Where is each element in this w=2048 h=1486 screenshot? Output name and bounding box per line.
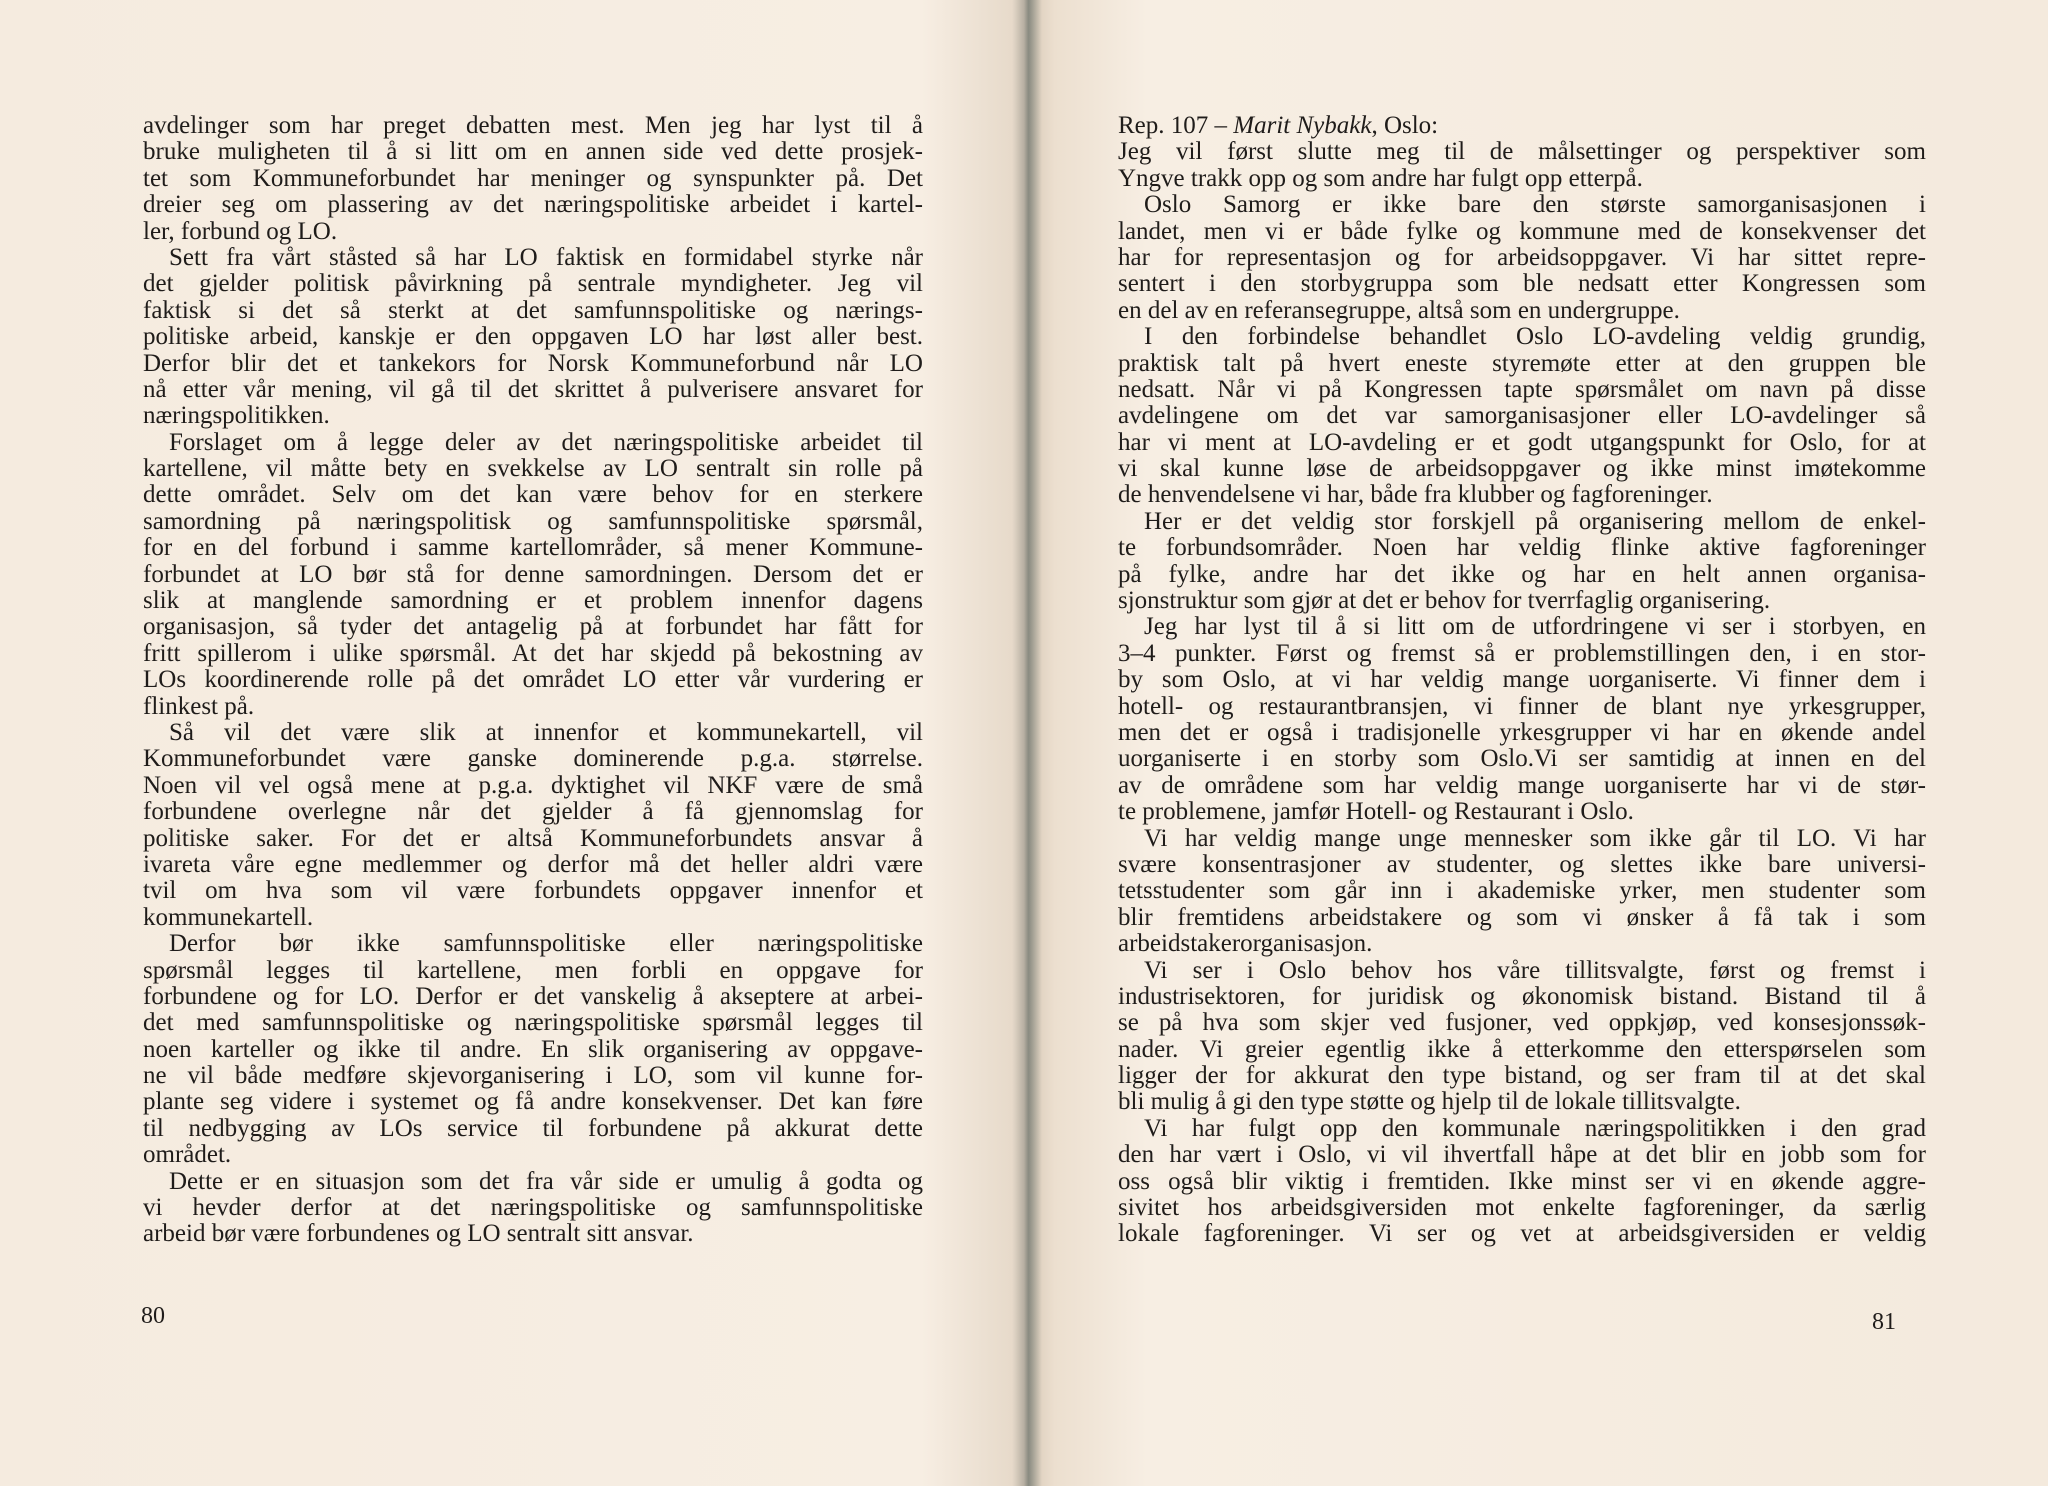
text-line: blir fremtidens arbeidstakere og som vi ønsker å få tak i som bbox=[1118, 903, 1926, 931]
text-line: av de områdene som har veldig mange uorganiserte har vi de stør- bbox=[1118, 771, 1926, 799]
text-line: politiske saker. For det er altså Kommuneforbundets ansvar å bbox=[143, 824, 923, 852]
right-page-body-text bbox=[1118, 113, 1926, 1248]
text-line: landet, men vi er både fylke og kommune med de konsekvenser det bbox=[1118, 217, 1926, 245]
text-line: organisasjon, så tyder det antagelig på at forbundet har fått for bbox=[143, 613, 923, 641]
right-page bbox=[1024, 0, 2048, 1486]
text-line: Forslaget om å legge deler av det næringspolitiske arbeidet til bbox=[169, 428, 923, 456]
text-line: svære konsentrasjoner av studenter, og slettes ikke bare universi- bbox=[1118, 850, 1926, 878]
text-line: forbundene og for LO. Derfor er det vanskelig å akseptere at arbei- bbox=[143, 982, 923, 1010]
text-line: ne vil både medføre skjevorganisering i LO, som vil kunne for- bbox=[143, 1062, 923, 1090]
left-page-body-text bbox=[143, 113, 923, 1248]
text-line: de henvendelsene vi har, både fra klubber og fagforeninger. bbox=[1118, 481, 1713, 509]
text-line: kommunekartell. bbox=[143, 903, 314, 931]
text-line: Kommuneforbundet være ganske dominerende p.g.a. størrelse. bbox=[143, 745, 923, 773]
text-line: tet som Kommuneforbundet har meninger og synspunkter på. Det bbox=[143, 164, 923, 192]
speaker-heading bbox=[1118, 113, 1926, 139]
text-line: ler, forbund og LO. bbox=[143, 217, 338, 245]
text-line: kartellene, vil måtte bety en svekkelse av LO sentralt sin rolle på bbox=[143, 455, 923, 483]
text-line: politiske arbeid, kanskje er den oppgaven LO har løst aller best. bbox=[143, 323, 923, 351]
text-line: se på hva som skjer ved fusjoner, ved oppkjøp, ved konsesjonssøk- bbox=[1118, 1009, 1926, 1037]
text-line: te forbundsområder. Noen har veldig flinke aktive fagforeninger bbox=[1118, 534, 1926, 562]
text-line: nedsatt. Når vi på Kongressen tapte spørsmålet om navn på disse bbox=[1118, 375, 1926, 403]
text-line: fritt spillerom i ulike spørsmål. At det har skjedd på bekostning av bbox=[143, 639, 923, 667]
text-line: men det er også i tradisjonelle yrkesgrupper vi har en økende andel bbox=[1118, 718, 1926, 746]
speaker-name: Marit Nybakk bbox=[1233, 112, 1372, 139]
text-line: Jeg vil først slutte meg til de målsettinger og perspektiver som bbox=[1118, 138, 1926, 166]
text-line: by som Oslo, at vi har veldig mange uorganiserte. Vi finner dem i bbox=[1118, 666, 1926, 694]
text-line: vi hevder derfor at det næringspolitiske og samfunnspolitiske bbox=[143, 1194, 923, 1222]
text-line: Noen vil vel også mene at p.g.a. dyktighet vil NKF være de små bbox=[143, 771, 923, 799]
text-line: sentert i den storbygruppa som ble nedsatt etter Kongressen som bbox=[1118, 270, 1926, 298]
text-line: nå etter vår mening, vil gå til det skrittet å pulverisere ansvaret for bbox=[143, 375, 923, 403]
text-line: det med samfunnspolitiske og næringspolitiske spørsmål legges til bbox=[143, 1009, 923, 1037]
text-line: sivitet hos arbeidsgiversiden mot enkelte fagforeninger, da særlig bbox=[1118, 1194, 1926, 1222]
text-line: Derfor blir det et tankekors for Norsk Kommuneforbund når LO bbox=[143, 349, 923, 377]
text-line: Her er det veldig stor forskjell på organisering mellom de enkel- bbox=[1144, 507, 1926, 535]
text-line: faktisk si det så sterkt at det samfunnspolitiske og nærings- bbox=[143, 296, 923, 324]
text-line: 3–4 punkter. Først og fremst så er problemstillingen den, i en stor- bbox=[1118, 639, 1926, 667]
text-line: for en del forbund i samme kartellområder, så mener Kommune- bbox=[143, 534, 923, 562]
text-line: flinkest på. bbox=[143, 692, 255, 720]
text-line: Dette er en situasjon som det fra vår side er umulig å godta og bbox=[169, 1167, 923, 1195]
text-line: Vi ser i Oslo behov hos våre tillitsvalgte, først og fremst i bbox=[1144, 956, 1926, 984]
text-line: Jeg har lyst til å si litt om de utfordringene vi ser i storbyen, en bbox=[1144, 613, 1926, 641]
text-line: oss også blir viktig i fremtiden. Ikke minst ser vi en økende aggre- bbox=[1118, 1167, 1926, 1195]
text-line: det gjelder politisk påvirkning på sentrale myndigheter. Jeg vil bbox=[143, 270, 923, 298]
text-line: har vi ment at LO-avdeling er et godt utgangspunkt for Oslo, for at bbox=[1118, 428, 1926, 456]
text-line: arbeid bør være forbundenes og LO sentralt sitt ansvar. bbox=[143, 1220, 694, 1248]
text-line: til nedbygging av LOs service til forbundene på akkurat dette bbox=[143, 1114, 923, 1142]
text-line: noen karteller og ikke til andre. En slik organisering av oppgave- bbox=[143, 1035, 923, 1063]
text-line: Så vil det være slik at innenfor et kommunekartell, vil bbox=[169, 718, 923, 746]
text-line: uorganiserte i en storby som Oslo.Vi ser samtidig at innen en del bbox=[1118, 745, 1926, 773]
text-line: forbundene overlegne når det gjelder å få gjennomslag for bbox=[143, 798, 923, 826]
speaker-suffix: , Oslo: bbox=[1371, 112, 1439, 139]
text-line: Sett fra vårt ståsted så har LO faktisk en formidabel styrke når bbox=[169, 243, 923, 271]
text-line: bruke muligheten til å si litt om en annen side ved dette prosjek- bbox=[143, 138, 923, 166]
text-line: praktisk talt på hvert eneste styremøte etter at den gruppen ble bbox=[1118, 349, 1926, 377]
text-line: hotell- og restaurantbransjen, vi finner de blant nye yrkesgrupper, bbox=[1118, 692, 1926, 720]
text-line: har for representasjon og for arbeidsoppgaver. Vi har sittet repre- bbox=[1118, 243, 1926, 271]
text-line: Derfor bør ikke samfunnspolitiske eller næringspolitiske bbox=[169, 930, 923, 958]
text-line: på fylke, andre har det ikke og har en helt annen organisa- bbox=[1118, 560, 1926, 588]
text-line: forbundet at LO bør stå for denne samordningen. Dersom det er bbox=[143, 560, 923, 588]
text-line: ivareta våre egne medlemmer og derfor må det heller aldri være bbox=[143, 850, 923, 878]
text-line: Oslo Samorg er ikke bare den største samorganisasjonen i bbox=[1144, 191, 1926, 219]
text-line: en del av en referansegruppe, altså som en undergruppe. bbox=[1118, 296, 1680, 324]
text-line: Vi har veldig mange unge mennesker som ikke går til LO. Vi har bbox=[1144, 824, 1926, 852]
text-line: nader. Vi greier egentlig ikke å etterkomme den etterspørselen som bbox=[1118, 1035, 1926, 1063]
right-page-number: 81 bbox=[1872, 1309, 1896, 1335]
text-line: tvil om hva som vil være forbundets oppgaver innenfor et bbox=[143, 877, 923, 905]
text-line: Yngve trakk opp og som andre har fulgt opp etterpå. bbox=[1118, 164, 1643, 192]
text-line: samordning på næringspolitisk og samfunnspolitiske spørsmål, bbox=[143, 507, 923, 535]
text-line: spørsmål legges til kartellene, men forbli en oppgave for bbox=[143, 956, 923, 984]
text-line: avdelinger som har preget debatten mest. Men jeg har lyst til å bbox=[143, 112, 923, 139]
text-line: sjonstruktur som gjør at det er behov for tverrfaglig organisering. bbox=[1118, 587, 1771, 615]
text-line: området. bbox=[143, 1141, 232, 1169]
text-line: bli mulig å gi den type støtte og hjelp til de lokale tillitsvalgte. bbox=[1118, 1088, 1741, 1116]
text-line: I den forbindelse behandlet Oslo LO-avdeling veldig grundig, bbox=[1144, 323, 1926, 351]
text-line: industrisektoren, for juridisk og økonomisk bistand. Bistand til å bbox=[1118, 982, 1926, 1010]
text-line: vi skal kunne løse de arbeidsoppgaver og ikke minst imøtekomme bbox=[1118, 455, 1926, 483]
text-line: dreier seg om plassering av det næringspolitiske arbeidet i kartel- bbox=[143, 191, 923, 219]
left-page-number: 80 bbox=[141, 1303, 165, 1329]
text-line: slik at manglende samordning er et problem innenfor dagens bbox=[143, 587, 923, 615]
text-line: LOs koordinerende rolle på det området LO etter vår vurdering er bbox=[143, 666, 923, 694]
text-line: Vi har fulgt opp den kommunale næringspolitikken i den grad bbox=[1144, 1114, 1926, 1142]
text-line: tetsstudenter som går inn i akademiske yrker, men studenter som bbox=[1118, 877, 1926, 905]
speaker-prefix: Rep. 107 – bbox=[1118, 112, 1234, 139]
text-line: næringspolitikken. bbox=[143, 402, 330, 430]
text-line: ligger der for akkurat den type bistand, og ser fram til at det skal bbox=[1118, 1062, 1926, 1090]
text-line: den har vært i Oslo, vi vil ihvertfall håpe at det blir en jobb som for bbox=[1118, 1141, 1926, 1169]
text-line: dette området. Selv om det kan være behov for en sterkere bbox=[143, 481, 923, 509]
right-page-paragraphs bbox=[1118, 139, 1926, 1247]
text-line: te problemene, jamfør Hotell- og Restaurant i Oslo. bbox=[1118, 798, 1634, 826]
text-line: lokale fagforeninger. Vi ser og vet at arbeidsgiversiden er veldig bbox=[1118, 1220, 1926, 1248]
text-line: arbeidstakerorganisasjon. bbox=[1118, 930, 1373, 958]
text-line: plante seg videre i systemet og få andre konsekvenser. Det kan føre bbox=[143, 1088, 923, 1116]
text-line: avdelingene om det var samorganisasjoner eller LO-avdelinger så bbox=[1118, 402, 1926, 430]
